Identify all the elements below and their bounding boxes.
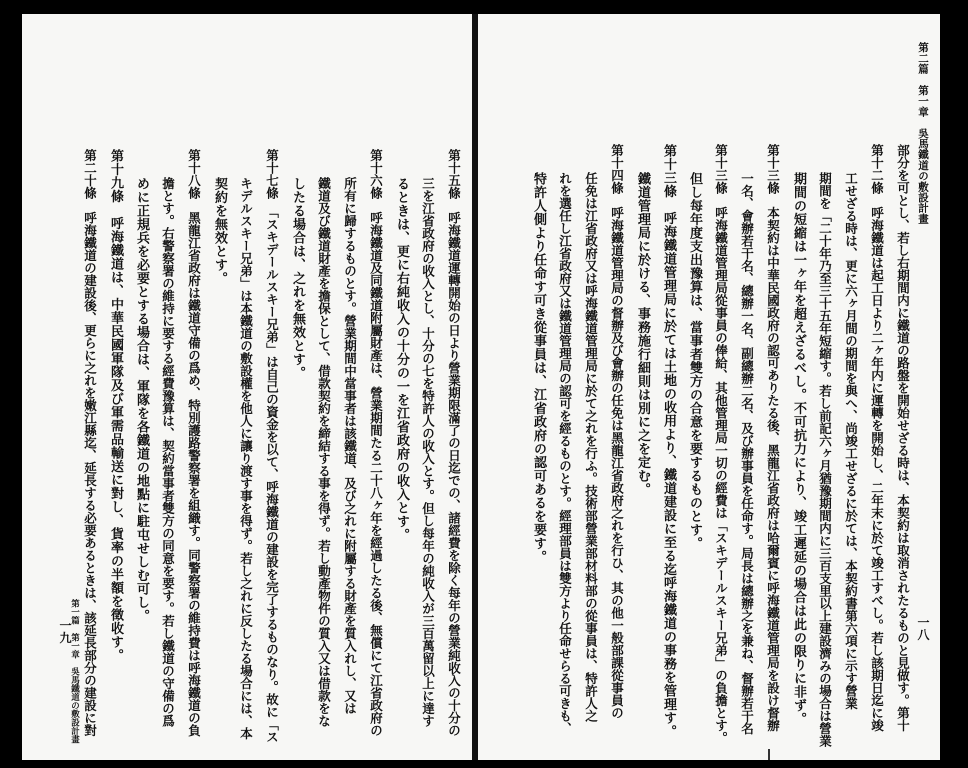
left-page-number-display: 一九 (58, 619, 72, 644)
right-page-column: 第十三條 本契約は中華民國政府の認可ありたる後、黑龍江省政府は哈爾賓に呼海鐵道管理局を設け督辦 (765, 144, 781, 732)
right-page-column: 任免は江省政府又は呼海鐵道管理局に於て之れを行ふ。技術部營業部材料部の從事員は、特許人之 (583, 172, 599, 722)
right-page-number: 一八 (916, 616, 930, 641)
left-page-column: 第十七條 「スキデールスキー兄弟」は自己の資金を以て、呼海鐵道の建設を完了するものなり。故に「ス (264, 149, 280, 743)
left-page-column: 契約を無效とす。 (212, 177, 227, 285)
right-page-column: れを選任し江省政府又は鐵道管理局の認可を經るものとす。經理部員は雙方より任命せらる可きも、 (557, 172, 573, 735)
right-page-column: 一名、會辦若干名、總辦一名、副總辦二名、及び辦事員を任命す。局長は總辦之を兼ね、督辦若干名 (739, 172, 755, 735)
left-page-column: キデルスキー兄弟」は本鐵道の敷設權を他人に讓り渡す事を得ず。若し之れに反したる場合には、本 (238, 177, 254, 740)
right-page-column: 第十三條 呼海鐵道管理局從事員の俸給、其他管理局一切の經費は「スキデールスキー兄弟」の負擔とす。 (713, 144, 729, 744)
left-page-column: 第十六條 呼海鐵道及同鐵道附屬財產は、營業期間たる二十八ヶ年を經過したる後、無償にて江省政府の (368, 149, 384, 737)
left-page-column: るときは、更に右純收入の十分の一を江省政府の收入とす。 (394, 177, 409, 542)
right-page-column: 部分を可とし、若し右期間内に鐵道の路盤を開始せざる時は、本契約は取消されたるものと見做す。第十 (895, 144, 911, 732)
left-page-column: めに正規兵を必要とする場合は、軍隊を各鐵道の地點に駐屯せしむ可し。 (134, 177, 149, 623)
scan-speck (768, 749, 770, 760)
right-page-column: 鐵道管理局に於ける、事務施行細則は別に之を定む。 (635, 172, 650, 496)
right-page-header: 第二篇 第一章 吳馬鐵道の敷設計畫 (917, 42, 929, 224)
left-page-header: 第一篇 第一章 吳馬鐵道の敷設計畫 (69, 599, 80, 744)
right-page-column: 第十三條 呼海鐵道管理局に於ては土地の收用より、鐵道建設に至る迄呼海鐵道の事務を管理す。 (661, 144, 676, 738)
left-page (22, 14, 472, 760)
left-page-column: 第十九條 呼海鐵道は、中華民國軍隊及び軍需品輸送に對し、貨率の半額を徵收す。 (108, 149, 123, 662)
right-page-column: 第十四條 呼海鐵道管理局の督辦及び會辦の任免は黑龍江省政府之れを行ひ、其の他一般部課從事員の (609, 144, 625, 719)
left-page-column: 所有に歸するものとす。營業期間中當事者は該鐵道、及び之れに附屬する財產を質入れし、又は (342, 177, 358, 715)
left-page-column: 鐵道及び鐵道財產を擔保として、借款契約を締結する事を得ず。若し動產物件の質入又は借款をな (316, 177, 332, 727)
right-page-column: 期間を「二十年乃至三十五年短縮す。若し前記六ヶ月猶豫期間内に三百支里以上建設濟みの場合は營業 (817, 172, 833, 747)
left-page-column: 擔とす。右警察署の維持に要する經費豫算は、契約當事者雙方の同意を要す。若し鐵道の守備の爲 (160, 177, 176, 727)
right-page-column: 第十二條 呼海鐵道は起工日より二ヶ年内に運轉を開始し、二年末に於て竣工すべし。若し該期日迄に竣 (869, 144, 885, 732)
left-page-column: 第十五條 呼海鐵道運轉開始の日より營業期限滿了の日迄での、諸經費を除く每年の營業純收入の十分の (446, 149, 462, 737)
left-page-column: 第十八條 黑龍江省政府は鐵道守備の爲め、特別護路警察署を組織す。同警察署の維持費は呼海鐵道の負 (186, 149, 202, 737)
left-page-column: したる場合は、之れを無效とす。 (290, 177, 305, 380)
left-page-column: 三を江省政府の收入とし、十分の七を特許人の收入とす。但し每年の純收入が三百萬留以上に達す (420, 177, 436, 727)
right-page-column: 工せざる時は、更に六ヶ月間の期間を與へ、尚竣工せざるに於ては、本契約書第六項に示す營業 (843, 172, 859, 710)
left-page-column: 第二十條 呼海鐵道の建設後、更らに之れを嫩江縣迄、延長する必要あるときは、該延長部分の建設に對 (82, 149, 98, 737)
right-page-column: 但し每年度支出豫算は、當事者雙方の合意を要するものとす。 (687, 172, 702, 550)
right-page-column: 期間の短縮は一ヶ年を超えざるべし。不可抗力により、竣工遲延の場合は此の限りに非ず。 (791, 172, 806, 726)
right-page (478, 14, 940, 760)
right-page-column: 特許人側より任命す可き從事員は、江省政府の認可あるを要す。 (531, 172, 546, 564)
